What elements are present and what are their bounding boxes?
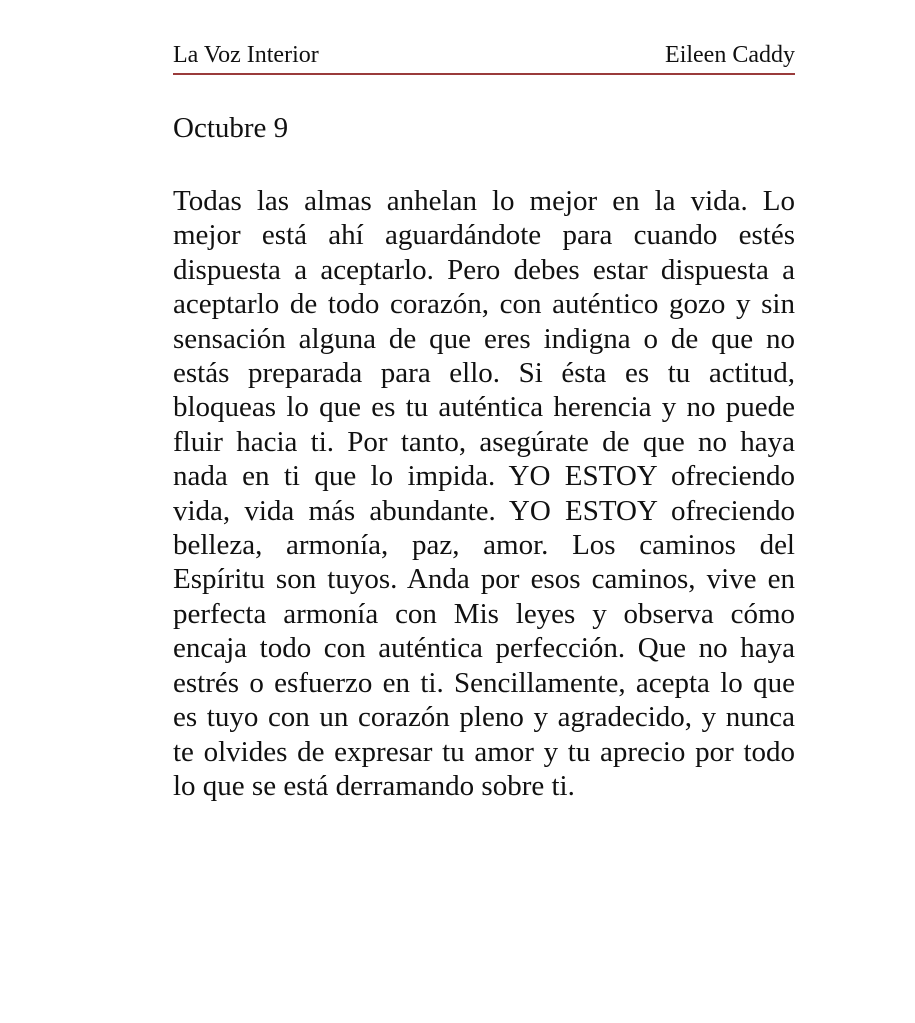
entry-date: Octubre 9 (173, 112, 289, 144)
running-header (173, 40, 795, 75)
book-title: La Voz Interior (173, 42, 319, 68)
book-page (173, 40, 795, 832)
entry-text: Todas las almas anhelan lo mejor en la vida. Lo mejor está ahí aguardándote para cuando estés dispuesta a aceptarlo. Pero debes estar dispuesta a aceptarlo de todo corazón, con auténtico gozo y sin sensación alguna de que eres indigna o de que no estás preparada para ello. Si ésta es tu actitud, bloqueas lo que es tu auténtica herencia y no puede fluir hacia ti. Por tanto, asegúrate de que no haya nada en ti que lo impida. YO ESTOY ofreciendo vida, vida más abundante. YO ESTOY ofreciendo belleza, armonía, paz, amor. Los caminos del Espíritu son tuyos. Anda por esos caminos, vive en perfecta armonía con Mis leyes y observa cómo encaja todo con auténtica perfección. Que no haya estrés o esfuerzo en ti. Sencillamente, acepta lo que es tuyo con un corazón pleno y agradecido, y nunca te olvides de expresar tu amor y tu aprecio por todo lo que se está derramando sobre ti. (173, 185, 795, 802)
author-name: Eileen Caddy (665, 42, 795, 68)
